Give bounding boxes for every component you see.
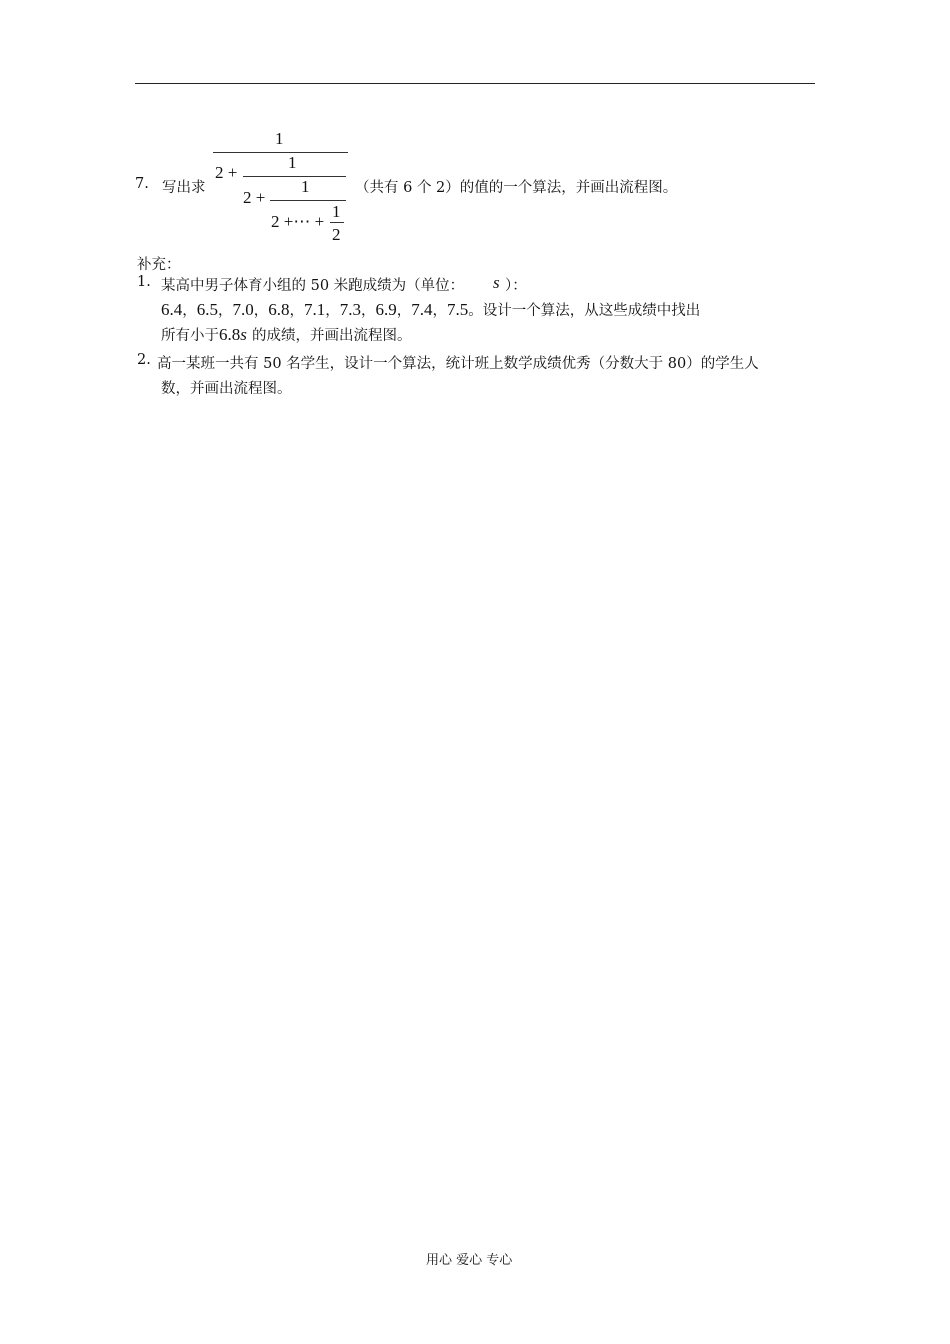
value-separator: ， <box>361 303 376 319</box>
supplement-heading: 补充： <box>137 257 181 273</box>
fraction-bar-4 <box>330 222 344 223</box>
value-separator: ， <box>218 303 233 319</box>
fraction-top-numerator: 1 <box>275 129 284 148</box>
value-separator: ， <box>253 303 269 319</box>
value: 6.9 <box>375 300 397 319</box>
fraction-bar-2 <box>243 176 346 177</box>
value-separator: ， <box>182 303 197 319</box>
fraction-numerator-2: 1 <box>288 153 297 172</box>
page-footer: 用心 爱心 专心 <box>426 1253 513 1268</box>
item-1-line-1: 某高中男子体育小组的 50 米跑成绩为（单位： <box>161 278 465 294</box>
item-1-line-3-text: 所有小于 <box>161 328 219 344</box>
item-1-line-3 <box>161 324 411 345</box>
threshold-unit: s <box>240 325 247 344</box>
item-1-unit: s <box>493 273 500 292</box>
item-2-number: 2. <box>137 352 151 368</box>
fraction-numerator-3: 1 <box>301 177 310 196</box>
fraction-den1-lead: 2 + <box>215 163 238 182</box>
item-1-values-line <box>161 299 700 320</box>
value: 6.4 <box>161 300 183 319</box>
value-separator: ， <box>325 303 340 319</box>
fraction-bar-3 <box>270 200 346 201</box>
fraction-last-numerator: 1 <box>332 202 341 221</box>
item-1-number: 1. <box>137 274 151 290</box>
value: 6.8 <box>268 300 290 319</box>
problem-7-text-before: 写出求 <box>162 180 206 196</box>
item-1-line-1-end: ）： <box>505 278 527 294</box>
fraction-den3-lead: 2 +⋯ + <box>271 212 325 231</box>
value: 7.4 <box>411 300 433 319</box>
value: 7.5 <box>447 300 469 319</box>
value: 7.0 <box>232 300 254 319</box>
item-2-line-2: 数，并画出流程图。 <box>161 381 292 397</box>
item-2-line-1: 高一某班一共有 50 名学生，设计一个算法，统计班上数学成绩优秀（分数大于 80）的学生人 <box>157 356 759 372</box>
fraction-den2-lead: 2 + <box>243 188 266 207</box>
value: 7.1 <box>304 300 326 319</box>
header-rule <box>135 83 815 84</box>
problem-7-text-after: （共有 6 个 2）的值的一个算法，并画出流程图。 <box>355 180 678 196</box>
value: 7.3 <box>339 300 361 319</box>
fraction-bar-1 <box>213 152 348 153</box>
item-1-line-2-text: 。设计一个算法，从这些成绩中找出 <box>468 303 701 319</box>
value-separator: ， <box>432 303 447 319</box>
fraction-last-denominator: 2 <box>332 225 341 244</box>
problem-7-number: 7. <box>135 176 149 192</box>
item-1-line-3-end: 的成绩，并画出流程图。 <box>251 328 412 344</box>
threshold-value: 6.8 <box>219 325 241 344</box>
value: 6.5 <box>196 300 218 319</box>
value-separator: ， <box>396 303 412 319</box>
value-separator: ， <box>289 303 304 319</box>
